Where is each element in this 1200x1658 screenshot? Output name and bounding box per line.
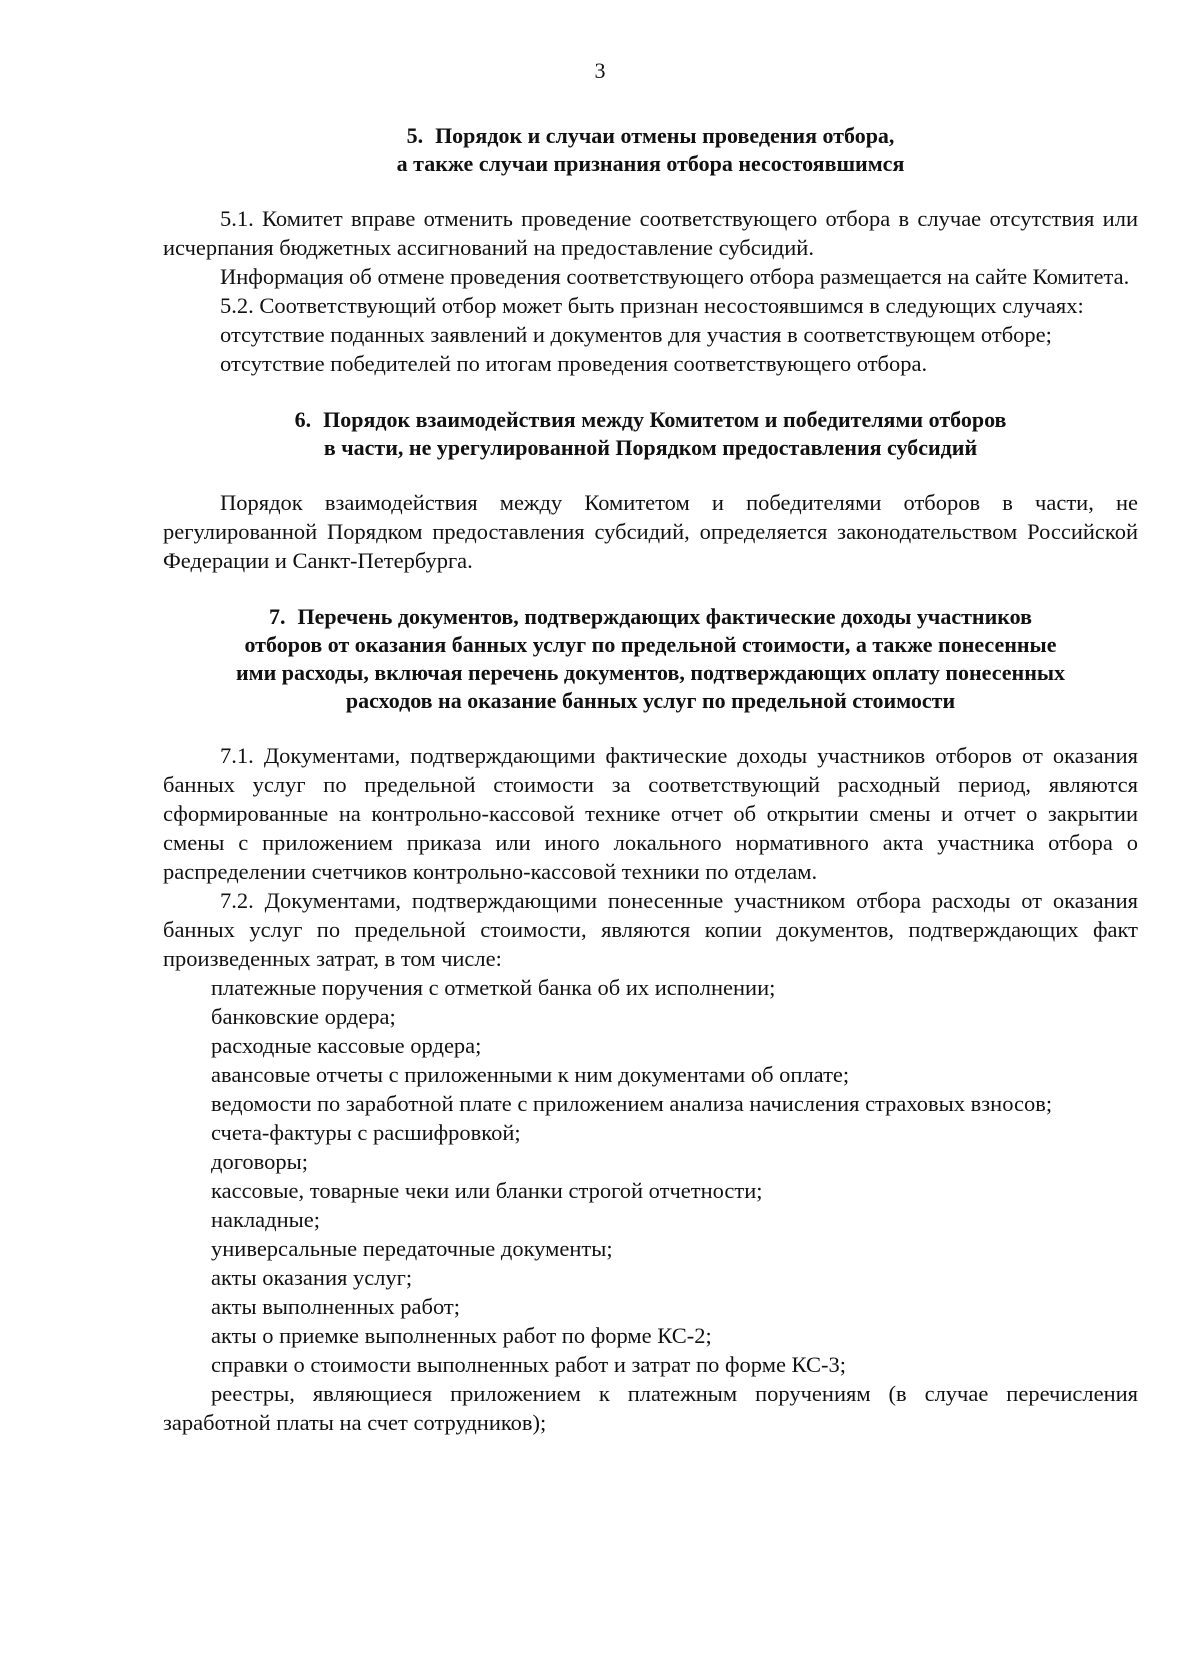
paragraph-7-1: 7.1. Документами, подтверждающими фактические доходы участников отборов от оказания банных услуг по предельной стоимости за соответствующий расходный период, являются сформированные на контрольно-кассовой технике отчет об открытии смены и отчет о закрытии смены с приложением приказа или иного локального нормативного акта участника отбора о распределении счетчиков контрольно-кассовой техники по отделам. xyxy=(163,743,1138,884)
list-item: реестры, являющиеся приложением к платежным поручениям (в случае перечисления заработной платы на счет сотрудников); xyxy=(163,1381,1138,1435)
paragraph-5-1-info: Информация об отмене проведения соответствующего отбора размещается на сайте Комитета. xyxy=(220,264,1130,289)
list-item: авансовые отчеты с приложенными к ним документами об оплате; xyxy=(211,1062,850,1087)
section-6-title-line-2: в части, не урегулированной Порядком предоставления субсидий xyxy=(323,435,978,460)
paragraph-5-2-item-1: отсутствие поданных заявлений и документов для участия в соответствующем отборе; xyxy=(220,322,1052,347)
list-item: кассовые, товарные чеки или бланки строгой отчетности; xyxy=(211,1178,763,1203)
paragraph-5-1: 5.1. Комитет вправе отменить проведение соответствующего отбора в случае отсутствия или исчерпания бюджетных ассигнований на предоставление субсидий. xyxy=(163,206,1138,260)
list-item: акты выполненных работ; xyxy=(211,1294,460,1319)
section-7-title-line-1 xyxy=(163,603,1138,631)
section-7-heading xyxy=(163,603,1138,715)
list-item: универсальные передаточные документы; xyxy=(211,1236,613,1261)
section-6-heading xyxy=(163,406,1138,462)
list-item: акты о приемке выполненных работ по форме КС-2; xyxy=(211,1323,712,1348)
section-7-title-text-1: Перечень документов, подтверждающих фактические доходы участников xyxy=(297,604,1032,629)
section-5-title-text-1: Порядок и случаи отмены проведения отбора, xyxy=(435,123,895,148)
document-body xyxy=(163,122,1138,1437)
list-item: накладные; xyxy=(211,1207,321,1232)
section-6-title-line-1 xyxy=(163,406,1138,434)
list-item: справки о стоимости выполненных работ и затрат по форме КС-3; xyxy=(211,1352,846,1377)
list-item: договоры; xyxy=(211,1149,308,1174)
section-5-title-line-2: а также случаи признания отбора несостоявшимся xyxy=(396,151,905,176)
list-item: ведомости по заработной плате с приложением анализа начисления страховых взносов; xyxy=(211,1091,1053,1116)
section-7-title-line-2: отборов от оказания банных услуг по предельной стоимости, а также понесенные xyxy=(244,632,1057,657)
list-item: счета-фактуры с расшифровкой; xyxy=(211,1120,521,1145)
list-item: платежные поручения с отметкой банка об их исполнении; xyxy=(211,975,776,1000)
section-7-title-line-3: ими расходы, включая перечень документов, подтверждающих оплату понесенных xyxy=(235,660,1066,685)
section-6-title-text-1: Порядок взаимодействия между Комитетом и победителями отборов xyxy=(323,407,1007,432)
list-item: банковские ордера; xyxy=(211,1004,396,1029)
document-list xyxy=(163,973,1138,1437)
paragraph-7-2: 7.2. Документами, подтверждающими понесенные участником отбора расходы от оказания банных услуг по предельной стоимости, являются копии документов, подтверждающих факт произведенных затрат, в том числе: xyxy=(163,888,1138,971)
list-item: расходные кассовые ордера; xyxy=(211,1033,482,1058)
section-6-number: 6. xyxy=(294,407,312,432)
page-number: 3 xyxy=(594,58,606,83)
section-5-heading xyxy=(163,122,1138,178)
section-5-number: 5. xyxy=(406,123,424,148)
paragraph-5-2: 5.2. Соответствующий отбор может быть признан несостоявшимся в следующих случаях: xyxy=(220,293,1084,318)
section-5-title-line-1 xyxy=(163,122,1138,150)
section-7-number: 7. xyxy=(269,604,286,629)
paragraph-6: Порядок взаимодействия между Комитетом и победителями отборов в части, не регулированной Порядком предоставления субсидий, определяется законодательством Российской Федерации и Санкт-Петербурга. xyxy=(163,490,1138,573)
paragraph-5-2-item-2: отсутствие победителей по итогам проведения соответствующего отбора. xyxy=(220,351,928,376)
list-item: акты оказания услуг; xyxy=(211,1265,413,1290)
section-7-title-line-4: расходов на оказание банных услуг по предельной стоимости xyxy=(345,688,956,713)
